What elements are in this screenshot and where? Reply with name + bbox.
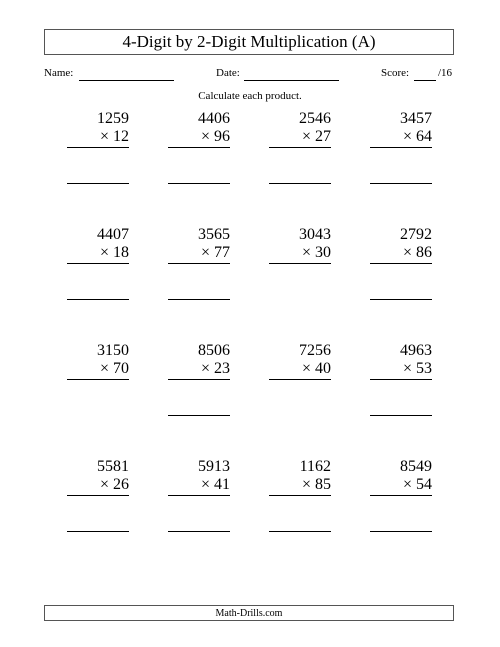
multiplicand: 2792 bbox=[400, 226, 432, 243]
answer-line[interactable] bbox=[269, 183, 331, 184]
times-symbol: × bbox=[402, 476, 412, 493]
multiplicand: 7256 bbox=[299, 342, 331, 359]
problem-rule bbox=[67, 379, 129, 380]
multiplier-row bbox=[100, 476, 129, 494]
problem-rule bbox=[67, 263, 129, 264]
problem-rule bbox=[269, 495, 331, 496]
times-symbol: × bbox=[402, 360, 412, 377]
multiplicand: 1162 bbox=[299, 458, 331, 475]
problem bbox=[269, 458, 331, 532]
multiplier-row bbox=[302, 244, 331, 262]
problem bbox=[370, 458, 432, 532]
multiplicand: 8506 bbox=[198, 342, 230, 359]
times-symbol: × bbox=[200, 244, 210, 261]
answer-line[interactable] bbox=[370, 415, 432, 416]
times-symbol: × bbox=[99, 360, 109, 377]
problem-rule bbox=[370, 263, 432, 264]
multiplier: 30 bbox=[315, 244, 331, 261]
multiplier: 70 bbox=[113, 360, 129, 377]
problem bbox=[67, 342, 129, 416]
problem-rule bbox=[168, 263, 230, 264]
problem-rule bbox=[67, 495, 129, 496]
multiplicand: 3565 bbox=[198, 226, 230, 243]
multiplier: 40 bbox=[315, 360, 331, 377]
answer-line[interactable] bbox=[168, 531, 230, 532]
problem bbox=[269, 226, 331, 300]
multiplicand: 4407 bbox=[97, 226, 129, 243]
multiplicand: 8549 bbox=[400, 458, 432, 475]
problem bbox=[67, 110, 129, 184]
multiplier: 26 bbox=[113, 476, 129, 493]
problem bbox=[168, 458, 230, 532]
worksheet-title: 4-Digit by 2-Digit Multiplication (A) bbox=[44, 29, 454, 55]
multiplier: 23 bbox=[214, 360, 230, 377]
answer-line[interactable] bbox=[67, 299, 129, 300]
score-label: Score: bbox=[381, 67, 410, 79]
problem bbox=[168, 110, 230, 184]
answer-line[interactable] bbox=[168, 415, 230, 416]
times-symbol: × bbox=[200, 360, 210, 377]
multiplier-row bbox=[201, 360, 230, 378]
problem-rule bbox=[67, 147, 129, 148]
multiplier-row bbox=[403, 128, 432, 146]
multiplier-row bbox=[403, 476, 432, 494]
multiplier-row bbox=[100, 244, 129, 262]
multiplicand: 2546 bbox=[299, 110, 331, 127]
times-symbol: × bbox=[99, 128, 109, 145]
instructions: Calculate each product. bbox=[198, 90, 302, 102]
multiplier: 64 bbox=[416, 128, 432, 145]
times-symbol: × bbox=[200, 476, 210, 493]
answer-line[interactable] bbox=[370, 531, 432, 532]
score-total: /16 bbox=[438, 67, 453, 79]
multiplicand: 3043 bbox=[299, 226, 331, 243]
times-symbol: × bbox=[99, 244, 109, 261]
multiplier: 12 bbox=[113, 128, 129, 145]
problem-rule bbox=[168, 379, 230, 380]
multiplicand: 3150 bbox=[97, 342, 129, 359]
multiplier: 77 bbox=[214, 244, 230, 261]
multiplier-row bbox=[302, 476, 331, 494]
name-field-line[interactable] bbox=[79, 80, 174, 81]
problem-rule bbox=[269, 379, 331, 380]
times-symbol: × bbox=[301, 476, 311, 493]
multiplicand: 3457 bbox=[400, 110, 432, 127]
answer-line[interactable] bbox=[168, 299, 230, 300]
multiplicand: 1259 bbox=[97, 110, 129, 127]
times-symbol: × bbox=[402, 128, 412, 145]
multiplier: 54 bbox=[416, 476, 432, 493]
problem bbox=[269, 110, 331, 184]
problem bbox=[67, 458, 129, 532]
problem-rule bbox=[168, 495, 230, 496]
problem-rule bbox=[168, 147, 230, 148]
multiplier: 96 bbox=[214, 128, 230, 145]
footer: Math-Drills.com bbox=[44, 605, 454, 621]
multiplicand: 5913 bbox=[198, 458, 230, 475]
problem bbox=[370, 110, 432, 184]
multiplier: 53 bbox=[416, 360, 432, 377]
times-symbol: × bbox=[200, 128, 210, 145]
multiplier-row bbox=[201, 244, 230, 262]
multiplier: 27 bbox=[315, 128, 331, 145]
problem bbox=[269, 342, 331, 416]
answer-line[interactable] bbox=[67, 183, 129, 184]
multiplier-row bbox=[100, 360, 129, 378]
date-label: Date: bbox=[216, 67, 240, 79]
multiplicand: 5581 bbox=[97, 458, 129, 475]
problem bbox=[370, 226, 432, 300]
times-symbol: × bbox=[301, 244, 311, 261]
problem bbox=[168, 226, 230, 300]
answer-line[interactable] bbox=[168, 183, 230, 184]
multiplier-row bbox=[100, 128, 129, 146]
problem bbox=[370, 342, 432, 416]
multiplier: 85 bbox=[315, 476, 331, 493]
answer-line[interactable] bbox=[269, 531, 331, 532]
problem bbox=[67, 226, 129, 300]
multiplier-row bbox=[403, 360, 432, 378]
times-symbol: × bbox=[301, 360, 311, 377]
multiplicand: 4963 bbox=[400, 342, 432, 359]
multiplier-row bbox=[302, 128, 331, 146]
problem-rule bbox=[370, 495, 432, 496]
date-field-line[interactable] bbox=[244, 80, 339, 81]
times-symbol: × bbox=[402, 244, 412, 261]
answer-line[interactable] bbox=[67, 531, 129, 532]
problem bbox=[168, 342, 230, 416]
answer-line[interactable] bbox=[370, 299, 432, 300]
multiplier: 18 bbox=[113, 244, 129, 261]
problem-rule bbox=[269, 147, 331, 148]
answer-line[interactable] bbox=[370, 183, 432, 184]
times-symbol: × bbox=[301, 128, 311, 145]
problem-rule bbox=[370, 147, 432, 148]
multiplier: 86 bbox=[416, 244, 432, 261]
student-info-row bbox=[0, 64, 500, 84]
problem-rule bbox=[370, 379, 432, 380]
times-symbol: × bbox=[99, 476, 109, 493]
problem-rule bbox=[269, 263, 331, 264]
multiplier-row bbox=[201, 128, 230, 146]
name-label: Name: bbox=[44, 67, 74, 79]
multiplier-row bbox=[201, 476, 230, 494]
score-field-line[interactable] bbox=[414, 80, 436, 81]
multiplicand: 4406 bbox=[198, 110, 230, 127]
multiplier: 41 bbox=[214, 476, 230, 493]
multiplier-row bbox=[403, 244, 432, 262]
multiplier-row bbox=[302, 360, 331, 378]
